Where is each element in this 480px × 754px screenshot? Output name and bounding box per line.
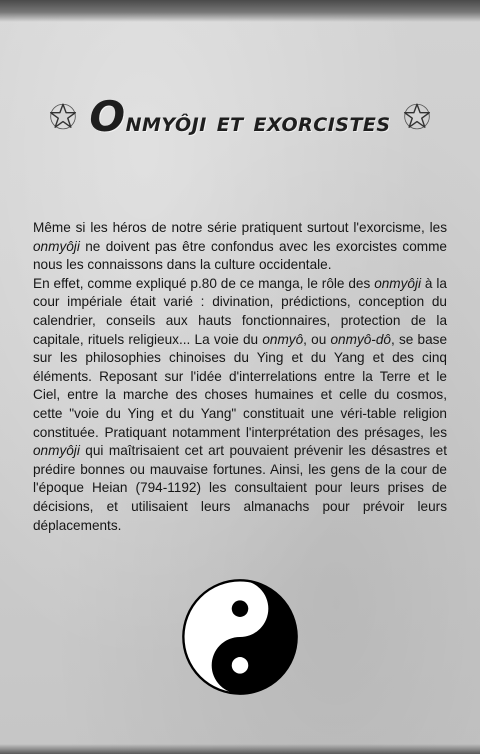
italic-term: onmyôji xyxy=(33,443,80,459)
title-row xyxy=(0,86,480,146)
text-segment: qui maîtrisaient cet art pouvaient prévenir les désastres et prédire bonnes ou mauvaise fortunes. Ainsi, les gens de la cour de l'époque Heian (794-1192) les consultaient pour leurs prises de décisions, et utilisaient leurs almanachs pour prévoir leurs déplacements. xyxy=(33,443,447,533)
torn-top-edge xyxy=(0,0,480,22)
yin-yang-icon xyxy=(181,578,299,696)
italic-term: onmyô xyxy=(262,331,304,347)
pentagram-star-icon xyxy=(49,102,77,130)
title-first-letter: O xyxy=(89,91,126,141)
pentagram-star-icon xyxy=(403,102,431,130)
text-segment: En effet, comme expliqué p.80 de ce manga, le rôle des xyxy=(33,275,375,291)
text-segment: Même si les héros de notre série pratiquent surtout l'exorcisme, les xyxy=(33,220,447,235)
italic-term: onmyô-dô xyxy=(330,331,391,347)
text-segment: , ou xyxy=(303,331,331,347)
text-segment: à la cour impériale était varié : divination, prédictions, conception du calendrier, conseils aux hauts fonctionnaires, protection de la capitale, rituels religieux... La voie du xyxy=(33,275,447,347)
paragraph xyxy=(33,275,447,535)
text-segment: ne doivent pas être confondus avec les exorcistes comme nous les connaissons dans la culture occidentale. xyxy=(33,238,447,273)
page-title xyxy=(89,92,390,141)
italic-term: onmyôji xyxy=(33,238,80,254)
italic-term: onmyôji xyxy=(374,275,422,291)
bottom-edge xyxy=(0,744,480,754)
paragraph xyxy=(33,219,447,275)
title-rest: nmyôji et exorcistes xyxy=(125,106,391,138)
body-text xyxy=(33,219,447,535)
text-segment: , se base sur les philosophies chinoises du Ying et du Yang et des cinq éléments. Reposant sur l'idée d'interrelations entre la Terre et le Ciel, entre la marche des choses humaines et celle du cosmos, cette "voie du Ying et du Yang" constituait une véri-table religion constituée. Pratiquant notamment l'interprétation des présages, les xyxy=(33,331,448,440)
